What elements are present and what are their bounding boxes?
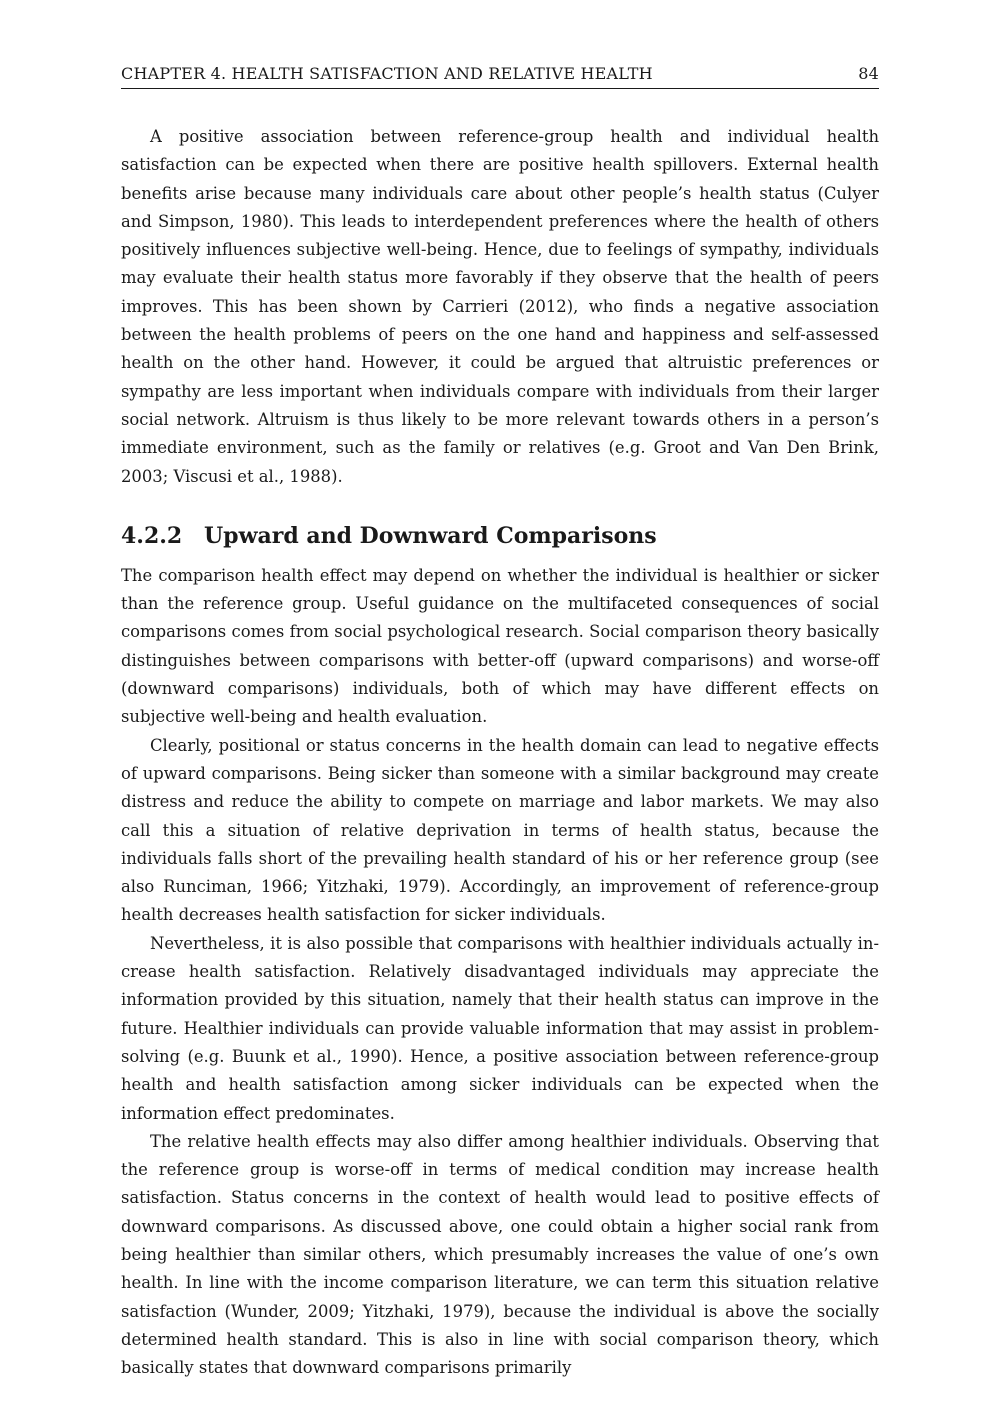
page (121, 64, 879, 1382)
section-number: 4.2.2 (121, 522, 183, 549)
paragraph: Clearly, positional or status concerns in the health domain can lead to negative effects of upward comparisons. Being sicker than someone with a similar background may create distress and reduce the ability to compete on marriage and labor markets. We may also call this a situation of relative deprivation in terms of health status, because the individuals falls short of the prevailing health standard of his or her reference group (see also Runciman, 1966; Yitzhaki, 1979). Accordingly, an improvement of reference-group health decreases health satisfaction for sicker individuals. (121, 735, 879, 925)
chapter-title: CHAPTER 4. HEALTH SATISFACTION AND RELATIVE HEALTH (121, 64, 653, 83)
section-title: Upward and Downward Comparisons (204, 522, 657, 549)
page-number: 84 (858, 64, 879, 83)
paragraph: The comparison health effect may depend on whether the individual is healthier or sicker than the reference group. Useful guidance on the multifaceted consequences of social comparisons comes from social psychological research. Social comparison theory basically distinguishes between comparisons with better-off (upward comparisons) and worse-off (downward comparisons) individuals, both of which may have different effects on subjective well-being and health evaluation. (121, 565, 879, 727)
paragraph: A positive association between reference-group health and individual health satisfaction can be expected when there are positive health spillovers. External health benefits arise because many individuals care about other people’s health status (Culyer and Simpson, 1980). This leads to interdependent preferences where the health of others positively influences subjective well-being. Hence, due to feelings of sympathy, individuals may evaluate their health status more favorably if they observe that the health of peers improves. This has been shown by Carrieri (2012), who finds a negative association between the health problems of peers on the one hand and happiness and self-assessed health on the other hand. However, it could be argued that altruistic preferences or sympathy are less important when individuals compare with individuals from their larger social network. Altruism is thus likely to be more relevant towards others in a person’s immediate environment, such as the family or relatives (e.g. Groot and Van Den Brink, 2003; Viscusi et al., 1988). (121, 127, 879, 486)
paragraph: Nevertheless, it is also possible that comparisons with healthier individuals actually increase health satisfaction. Relatively disadvantaged individuals may appreciate the information provided by this situation, namely that their health status can improve in the future. Healthier individuals can provide valuable information that may assist in problem-solving (e.g. Buunk et al., 1990). Hence, a positive association between reference-group health and health satisfaction among sicker individuals can be expected when the information effect predominates. (121, 933, 879, 1123)
section-heading (121, 521, 879, 551)
paragraph: The relative health effects may also differ among healthier individuals. Observing that the reference group is worse-off in terms of medical condition may increase health satisfaction. Status concerns in the context of health would lead to positive effects of downward comparisons. As discussed above, one could obtain a higher social rank from being healthier than similar others, which presumably increases the value of one’s own health. In line with the income comparison literature, we can term this situation relative satisfaction (Wunder, 2009; Yitzhaki, 1979), because the individual is above the socially determined health standard. This is also in line with social comparison theory, which basically states that downward comparisons primarily (121, 1131, 879, 1378)
running-header (121, 64, 879, 89)
body-text (121, 123, 879, 1382)
